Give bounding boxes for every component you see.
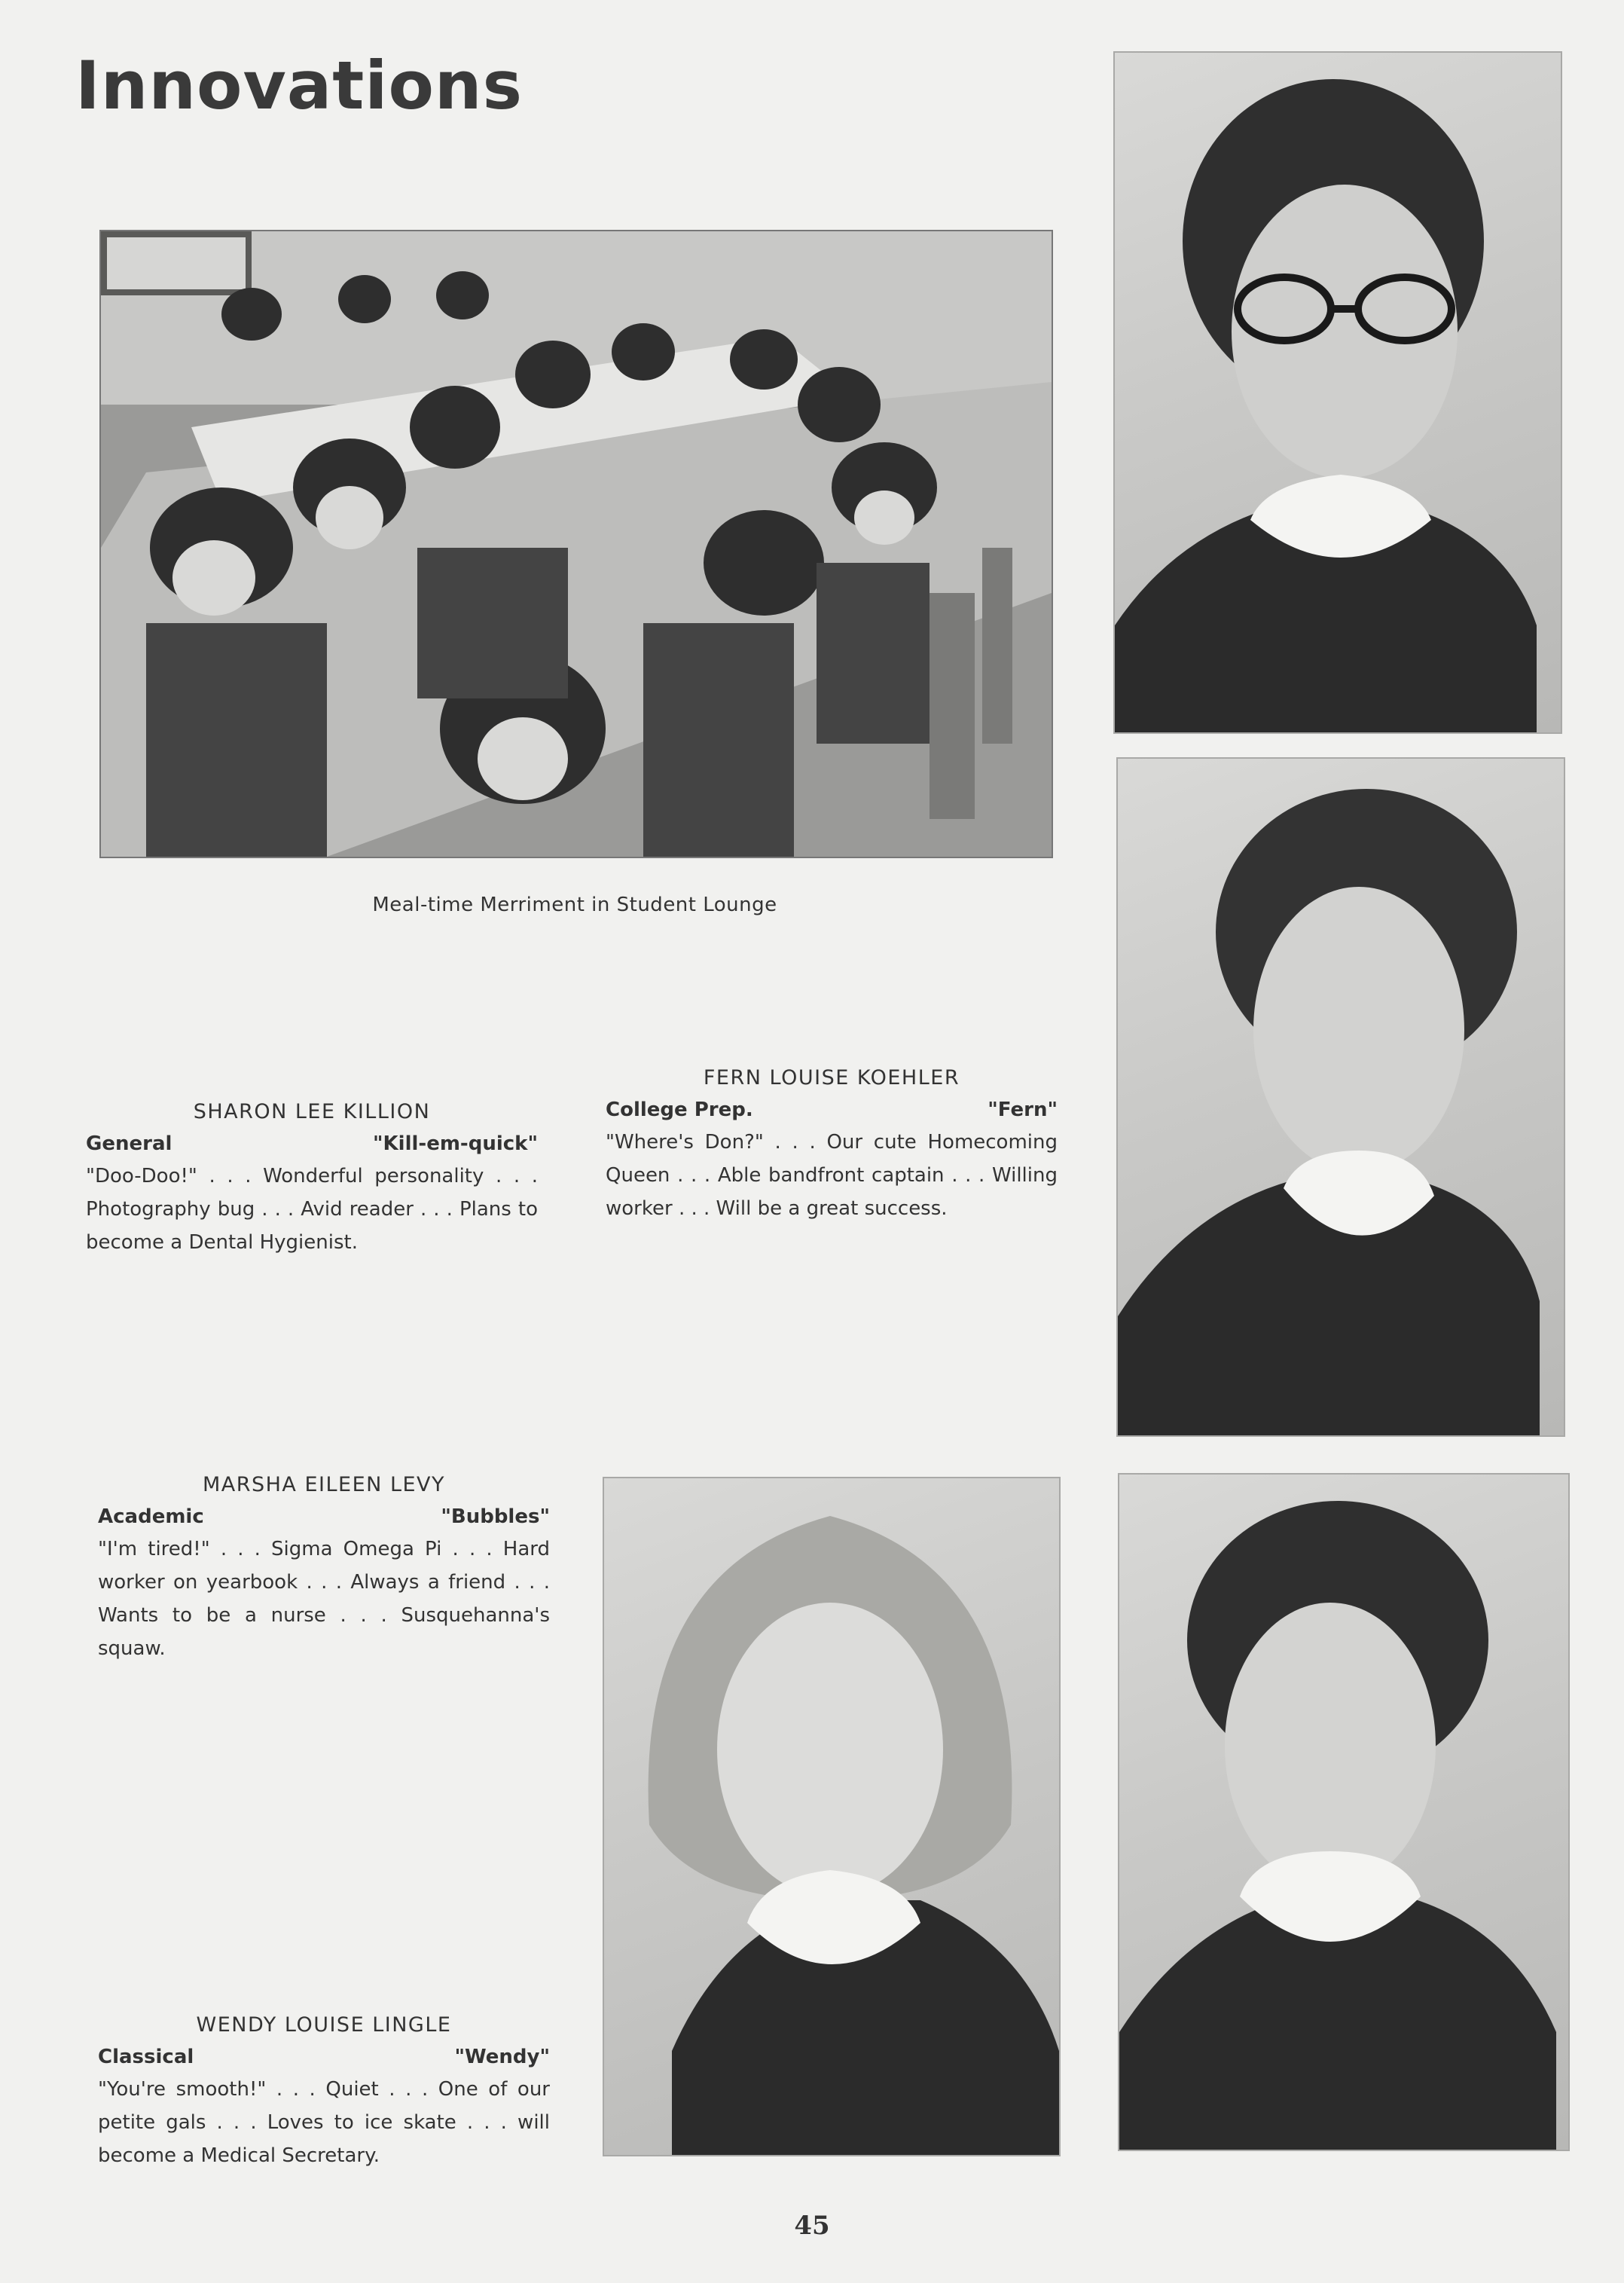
page-number: 45 — [794, 2211, 830, 2241]
senior-course: General — [86, 1132, 172, 1155]
portrait-photo-killion — [1113, 51, 1562, 734]
senior-entry-killion — [86, 1100, 538, 1259]
senior-name: MARSHA EILEEN LEVY — [202, 1473, 446, 1496]
senior-nickname: "Bubbles" — [441, 1505, 550, 1528]
senior-entry-koehler — [606, 1066, 1058, 1225]
senior-course-row — [98, 2046, 550, 2068]
senior-nickname: "Fern" — [988, 1099, 1058, 1121]
senior-nickname: "Wendy" — [454, 2046, 550, 2068]
portrait-photo-lingle — [1118, 1473, 1570, 2151]
portrait-illustration — [1115, 53, 1561, 732]
senior-course-row — [98, 1505, 550, 1528]
senior-course-row — [86, 1132, 538, 1155]
senior-description: "You're smooth!" . . . Quiet . . . One of our petite gals . . . Loves to ice skate . . . will become a Medical Secretary. — [98, 2078, 550, 2167]
senior-entry-levy — [98, 1473, 550, 1665]
group-photo-student-lounge — [99, 230, 1053, 858]
page-title: Innovations — [75, 47, 523, 124]
portrait-illustration — [604, 1478, 1059, 2155]
portrait-illustration — [1118, 759, 1564, 1435]
group-photo-caption: Meal-time Merriment in Student Lounge — [372, 894, 777, 916]
senior-description: "Where's Don?" . . . Our cute Homecoming Queen . . . Able bandfront captain . . . Willing worker . . . Will be a great success. — [606, 1131, 1058, 1220]
group-photo-illustration — [101, 231, 1052, 857]
senior-description: "I'm tired!" . . . Sigma Omega Pi . . . Hard worker on yearbook . . . Always a friend . . . Wants to be a nurse . . . Susquehanna's squaw. — [98, 1538, 550, 1660]
senior-course: Classical — [98, 2046, 194, 2068]
portrait-illustration — [1119, 1475, 1568, 2150]
senior-name: WENDY LOUISE LINGLE — [196, 2013, 452, 2037]
senior-description: "Doo-Doo!" . . . Wonderful personality . . . Photography bug . . . Avid reader . . . Plans to become a Dental Hygienist. — [86, 1165, 538, 1254]
senior-name: FERN LOUISE KOEHLER — [703, 1066, 960, 1090]
senior-nickname: "Kill-em-quick" — [372, 1132, 538, 1155]
portrait-photo-levy — [603, 1477, 1061, 2156]
portrait-photo-koehler — [1116, 757, 1565, 1437]
senior-name: SHARON LEE KILLION — [193, 1100, 431, 1123]
senior-course: Academic — [98, 1505, 204, 1528]
senior-course-row — [606, 1099, 1058, 1121]
senior-entry-lingle — [98, 2013, 550, 2172]
senior-course: College Prep. — [606, 1099, 753, 1121]
